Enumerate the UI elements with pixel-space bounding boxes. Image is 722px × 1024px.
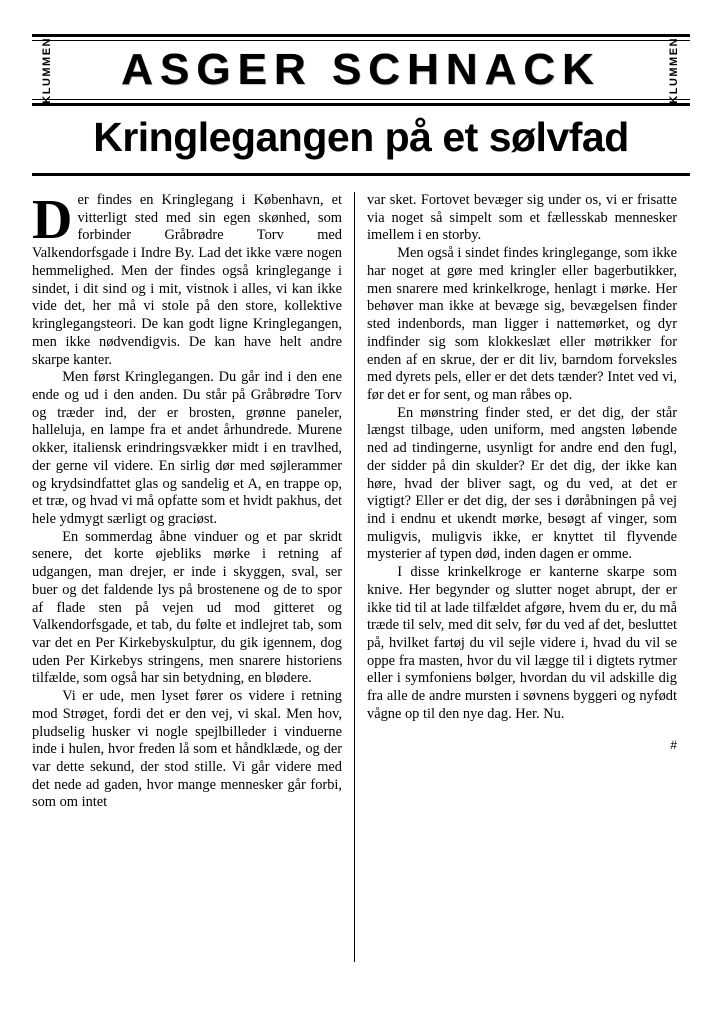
masthead: [32, 34, 690, 106]
paragraph: En mønstring finder sted, er det dig, der står længst tilbage, uden uniform, med angsten løbende ned ad tindingerne, usynligt for andre end den fugl, der sidder på din skulder? Er det dig, der ikke kan høre, hvad der bliver sagt, og du ved, at det er vigtigt? Eller er det dig, der ses i døråbningen på vej ind i endnu et ukendt mørke, besøgt af vinger, som muligvis, muligvis ikke, er knyttet til flyvende mysterier af typen død, inden dagen er omme.: [367, 404, 677, 563]
headline-container: [32, 106, 690, 176]
masthead-rule-bottom: [32, 99, 690, 100]
article-column-right: [367, 192, 677, 962]
masthead-rule-top: [32, 40, 690, 41]
article-column-left: [32, 189, 342, 962]
page-title: Kringlegangen på et sølvfad: [93, 114, 629, 160]
column-tag-right: KLUMMEN: [668, 36, 680, 104]
column-divider: [354, 192, 355, 962]
paragraph: Vi er ude, men lyset fører os videre i retning mod Strøget, fordi det er den vej, vi skal. Men hov, pludselig husker vi nogle spejlbilleder i vinduerne inde i hulen, hvor freden lå som et håndklæde, og der var dette sekund, der stod stille. Vi går videre med det nede ad gaden, hvor mange mennesker går forbi, som om intet: [32, 688, 342, 811]
paragraph-text: er findes en Kringlegang i København, et vitterligt sted med sin egen skønhed, som forbinder Gråbrødre Torv med Valkendorfsgade i Indre By. Lad det ikke være nogen hemmelighed. Men der findes også kringlegange i sindet, i dit sind og i mit, vistnok i alles, vi kan ikke vide det, her må vi stole på den store, kollektive kringlegangsteori. De kan godt ligne Kringlegangen, men ikke nødvendigvis. De kan have helt andre skarpe kanter.: [32, 192, 342, 368]
article-columns: [32, 189, 690, 962]
paragraph: Men først Kringlegangen. Du går ind i den ene ende og ud i den anden. Du står på Gråbrødre Torv og træder ind, der er brosten, grønne paneler, halleluja, en lampe fra et andet århundrede. Murene okker, italiensk erindringsvækker midt i en travlhed, der gerne vil videre. En sirlig dør med søjlerammer og krydsindfattet glas og sandelig et A, en trappe op, et træ, og hvad vi må opfatte som et hvidt pakhus, det hele ydmygt særligt og graciøst.: [32, 369, 342, 527]
paragraph: Men også i sindet findes kringlegange, som ikke har noget at gøre med kringler eller bagerbutikker, men snarere med krinkelkroge, henlagt i mørke. Her behøver man ikke at bevæge sig, bevægelsen finder sted indenbords, man ligger i nattemørket, og dyr indfinder sig som klokkeslæt eller møtrikker for enden af en skrue, der er dit liv, barndom forveksles med dyrets pels, eller er det dets tænder? Intet ved vi, før det er for sent, og man råbes op.: [367, 245, 677, 403]
end-mark: #: [670, 737, 677, 752]
author-masthead: ASGER SCHNACK: [121, 45, 601, 94]
paragraph: [32, 189, 342, 369]
article-body: [32, 189, 690, 962]
paragraph: var sket. Fortovet bevæger sig under os, vi er frisatte via noget så simpelt som et fællesskab mennesker imellem i en storby.: [367, 192, 677, 244]
paragraph: I disse krinkelkroge er kanterne skarpe som knive. Her begynder og slutter noget abrupt, der er ikke tid til at lade tilfældet afgøre, hvem du er, du må træde til selv, med dit selv, før du ved af det, besluttet på, hvilket fartøj du vil sejle videre i, hvad du vil se oppe fra masten, hvor du vil lægge til i digtets rytmer eller i symfoniens bølger, hvordan du vil adskille dig fra alle de andre mursten i søvnens byggeri og nyfødt vågne op til den nye dag. Her. Nu.: [367, 564, 677, 722]
drop-cap: D: [32, 189, 73, 252]
column-tag-left: KLUMMEN: [41, 36, 53, 104]
paragraph: En sommerdag åbne vinduer og et par skridt senere, det korte øjebliks mørke i retning af udgangen, man drejer, er inde i skyggen, sval, ser buer og det faldende lys på brostenene og de to spor af flade sten på vejen ud mod gitteret og Valkendorfsgade, et tab, du følte et indlejret tab, som var det en Per Kirkebyskulptur, du gik igennem, dog uden Per Kirkebys stringens, men snarere historiens tilfælde, som også har sin betydning, en blødere.: [32, 528, 342, 687]
